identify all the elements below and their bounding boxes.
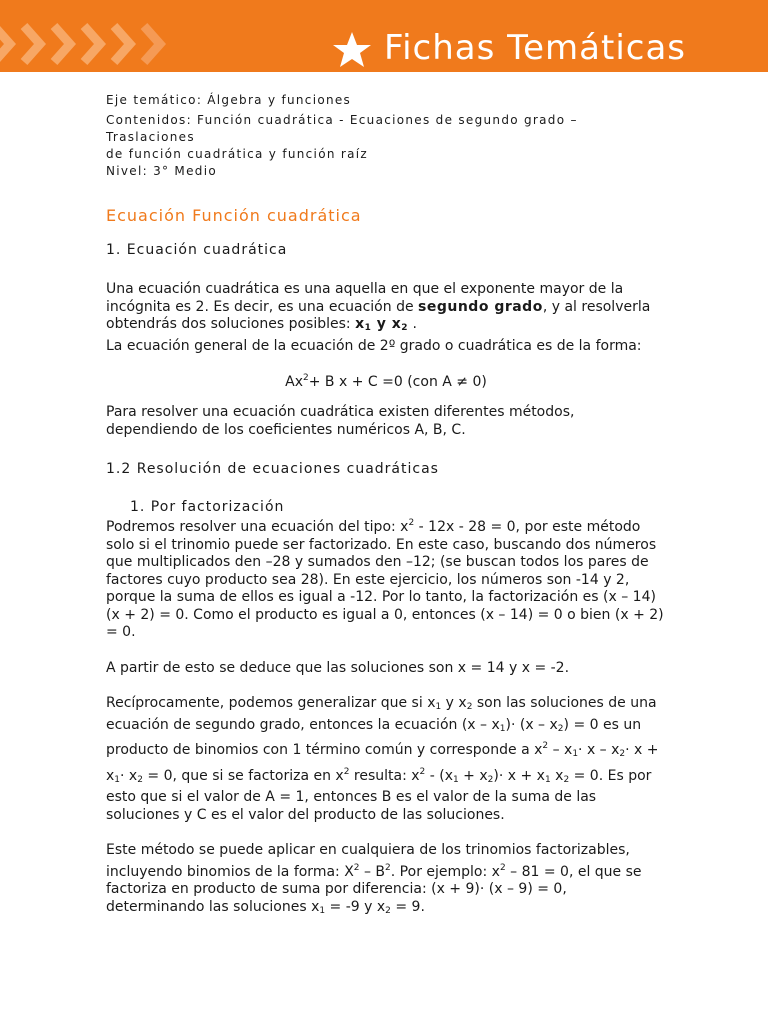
star-logo-icon [330,30,374,70]
meta-eje: Eje temático: Álgebra y funciones [106,93,352,107]
heading-factorizacion: 1. Por factorización [130,499,285,515]
document-body [106,92,666,920]
paragraph-definicion: Una ecuación cuadrática es una aquella en que el exponente mayor de la incógnita es 2. Es decir, es una ecuación de segundo grado, y al resolverla obtendrás dos soluciones posibles: $x_1$ y $x_2$ . [106,281,651,333]
meta-nivel: Nivel: 3° Medio [106,164,217,178]
paragraph-generalizacion: Recíprocamente, podemos generalizar que si $x_1$ y $x_2$ son las soluciones de una ecuación de segundo grado, entonces la ecuación $(x - x_1)\cdot (x - x_2) = 0$ es un producto de binomios con 1 término común y corresponde a $x^2 - x_1\cdot x - x_2\cdot x + x_1\cdot x_2 = 0$, que si se factoriza en $x^2$ resulta: $x^2 - (x_1 + x_2)\cdot x + x_1$ $x_2 = 0$. Es por esto que si el valor de A = 1, entonces B es el valor de la suma de las soluciones y C es el valor del producto de las soluciones. [106,695,659,823]
formula-general: $Ax^2+ B$ x + C =0 (con A ≠ 0) [285,373,487,390]
paragraph-binomios: Este método se puede aplicar en cualquiera de los trinomios factorizables, incluyendo binomios de la forma: $X^2 - B^2$. Por ejemplo: $x^2 - 81 = 0$, el que se factoriza en producto de suma por diferencia: (x + 9)· (x – 9) = 0, determinando las soluciones $x_1 = -9$ y $x_2 = 9$. [106,842,642,916]
heading-ecuacion-cuadratica: 1. Ecuación cuadrática [106,242,288,258]
section-title: Ecuación Función cuadrática [106,206,362,225]
header-banner [0,0,768,72]
heading-resolucion: 1.2 Resolución de ecuaciones cuadráticas [106,461,439,477]
meta-contenidos: Contenidos: Función cuadrática - Ecuaciones de segundo grado – Traslaciones de función cuadrática y función raíz [106,113,578,161]
paragraph-factorizacion: Podremos resolver una ecuación del tipo: $x^2 - 12x - 28 = 0$, por este método solo si el trinomio puede ser factorizado. En este caso, buscando dos números que multiplicados den –28 y sumados den –12; (se buscan todos los pares de factores cuyo producto sea 28). En este ejercicio, los números son -14 y 2, porque la suma de ellos es igual a -12. Por lo tanto, la factorización es (x – 14)(x + 2) = 0. Como el producto es igual a 0, entonces (x – 14) = 0 o bien (x + 2) = 0. [106,518,664,640]
header-title: Fichas Temáticas [384,28,687,68]
paragraph-metodos: Para resolver una ecuación cuadrática existen diferentes métodos, dependiendo de los coeficientes numéricos A, B, C. [106,404,575,438]
chevron-arrows-icon [0,22,190,66]
paragraph-soluciones: A partir de esto se deduce que las soluciones son x = 14 y x = -2. [106,659,570,676]
paragraph-forma-general: La ecuación general de la ecuación de 2º grado o cuadrática es de la forma: [106,337,642,354]
